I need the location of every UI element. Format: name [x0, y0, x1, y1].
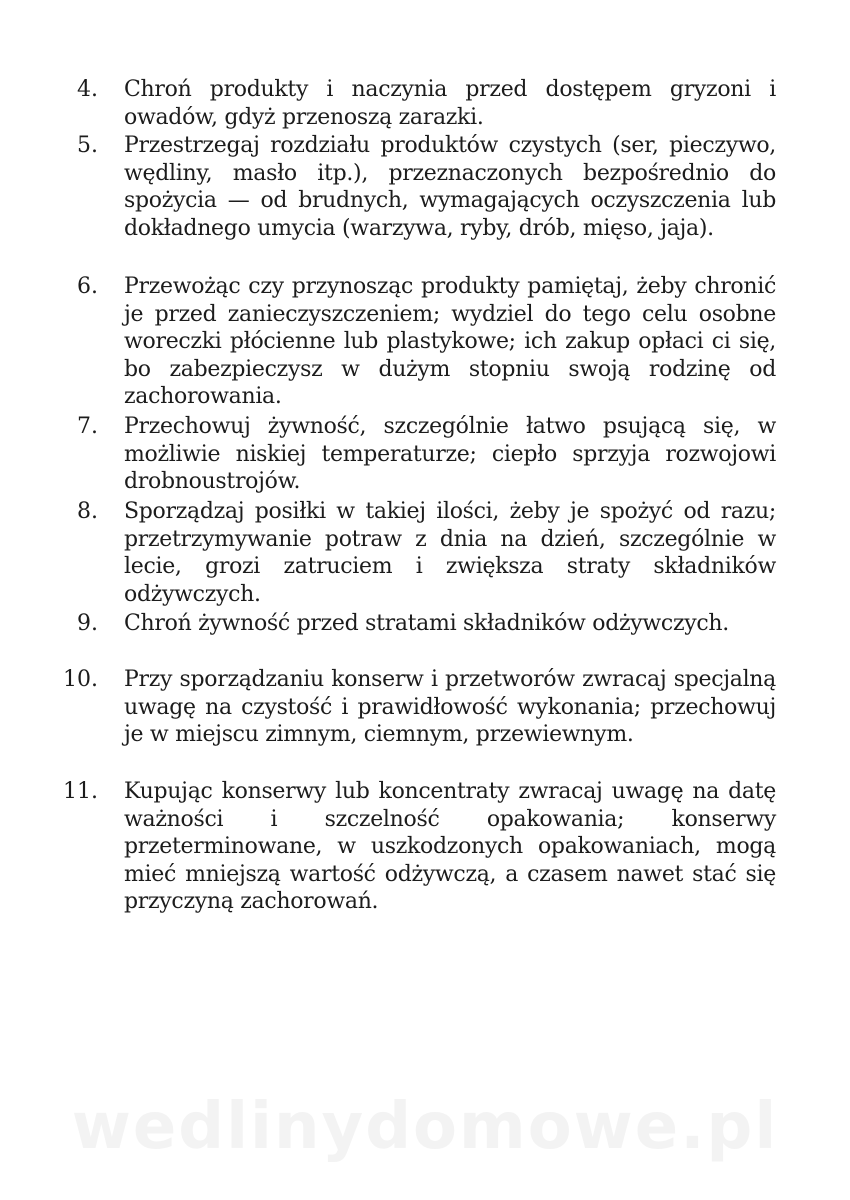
- item-text: Chroń żywność przed stratami składników odżywczych.: [124, 611, 729, 636]
- item-number: 11.: [63, 779, 98, 804]
- item-text: Przestrzegaj rozdziału produktów czystych (ser, pieczywo, wędliny, masło itp.), przeznaczonych bezpośrednio do spożycia — od brudnych, wymagających oczyszczenia lub dokładnego umycia (warzywa, ryby, drób, mięso, jaja).: [124, 133, 776, 241]
- watermark: wedlinydomowe.pl: [71, 1090, 779, 1164]
- item-text: Przewożąc czy przynosząc produkty pamiętaj, żeby chronić je przed zanieczyszczeniem; wydziel do tego celu osobne woreczki płócienne lub plastykowe; ich zakup opłaci ci się, bo zabezpieczysz w dużym stopniu swoją rodzinę od zachorowania.: [124, 274, 776, 410]
- item-number: 8.: [77, 499, 98, 524]
- item-text: Sporządzaj posiłki w takiej ilości, żeby je spożyć od razu; przetrzymywanie potraw z dnia na dzień, szczególnie w lecie, grozi zatruciem i zwiększa straty składników odżywczych.: [124, 499, 776, 607]
- item-text: Chroń produkty i naczynia przed dostępem gryzoni i owadów, gdyż przenoszą zarazki.: [124, 77, 776, 130]
- item-number: 6.: [77, 274, 98, 299]
- item-text: Przy sporządzaniu konserw i przetworów zwracaj specjalną uwagę na czystość i prawidłowość wykonania; przechowuj je w miejscu zimnym, ciemnym, przewiewnym.: [124, 667, 776, 748]
- item-number: 5.: [77, 133, 98, 158]
- item-text: Przechowuj żywność, szczególnie łatwo psującą się, w możliwie niskiej temperaturze; ciepło sprzyja rozwojowi drobnoustrojów.: [124, 414, 776, 495]
- item-number: 7.: [77, 414, 98, 439]
- item-number: 9.: [77, 611, 98, 636]
- item-number: 4.: [77, 77, 98, 102]
- item-number: 10.: [63, 667, 98, 692]
- item-text: Kupując konserwy lub koncentraty zwracaj uwagę na datę ważności i szczelność opakowania; konserwy przeterminowane, w uszkodzonych opakowaniach, mogą mieć mniejszą wartość odżywczą, a czasem nawet stać się przyczyną zachorowań.: [124, 779, 776, 915]
